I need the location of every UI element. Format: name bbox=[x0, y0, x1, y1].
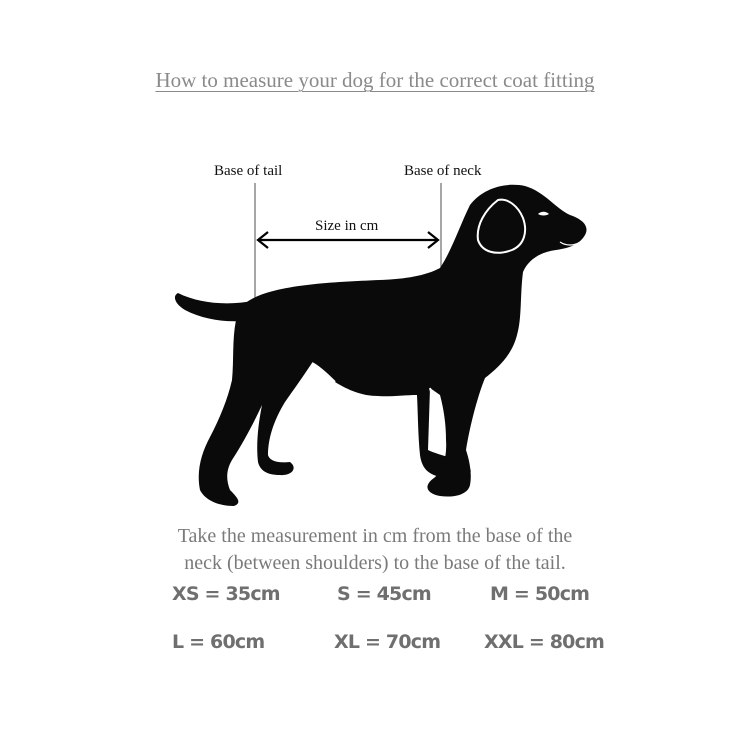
dog-silhouette bbox=[175, 185, 587, 506]
label-size-in-cm: Size in cm bbox=[315, 218, 379, 234]
size-xl: XL = 70cm bbox=[334, 631, 441, 653]
instructions-line-2: neck (between shoulders) to the base of the tail. bbox=[184, 552, 566, 574]
size-xs: XS = 35cm bbox=[172, 583, 280, 605]
instructions bbox=[0, 523, 750, 577]
label-base-of-neck: Base of neck bbox=[404, 163, 482, 179]
page-title: How to measure your dog for the correct coat fitting bbox=[155, 68, 595, 92]
dog-body bbox=[199, 185, 587, 506]
front-leg-outline bbox=[430, 388, 435, 440]
size-m: M = 50cm bbox=[490, 583, 590, 605]
size-s: S = 45cm bbox=[337, 583, 431, 605]
label-base-of-tail: Base of tail bbox=[214, 163, 283, 179]
instructions-line-1: Take the measurement in cm from the base of the bbox=[177, 525, 573, 547]
size-xxl: XXL = 80cm bbox=[484, 631, 605, 653]
size-l: L = 60cm bbox=[172, 631, 265, 653]
